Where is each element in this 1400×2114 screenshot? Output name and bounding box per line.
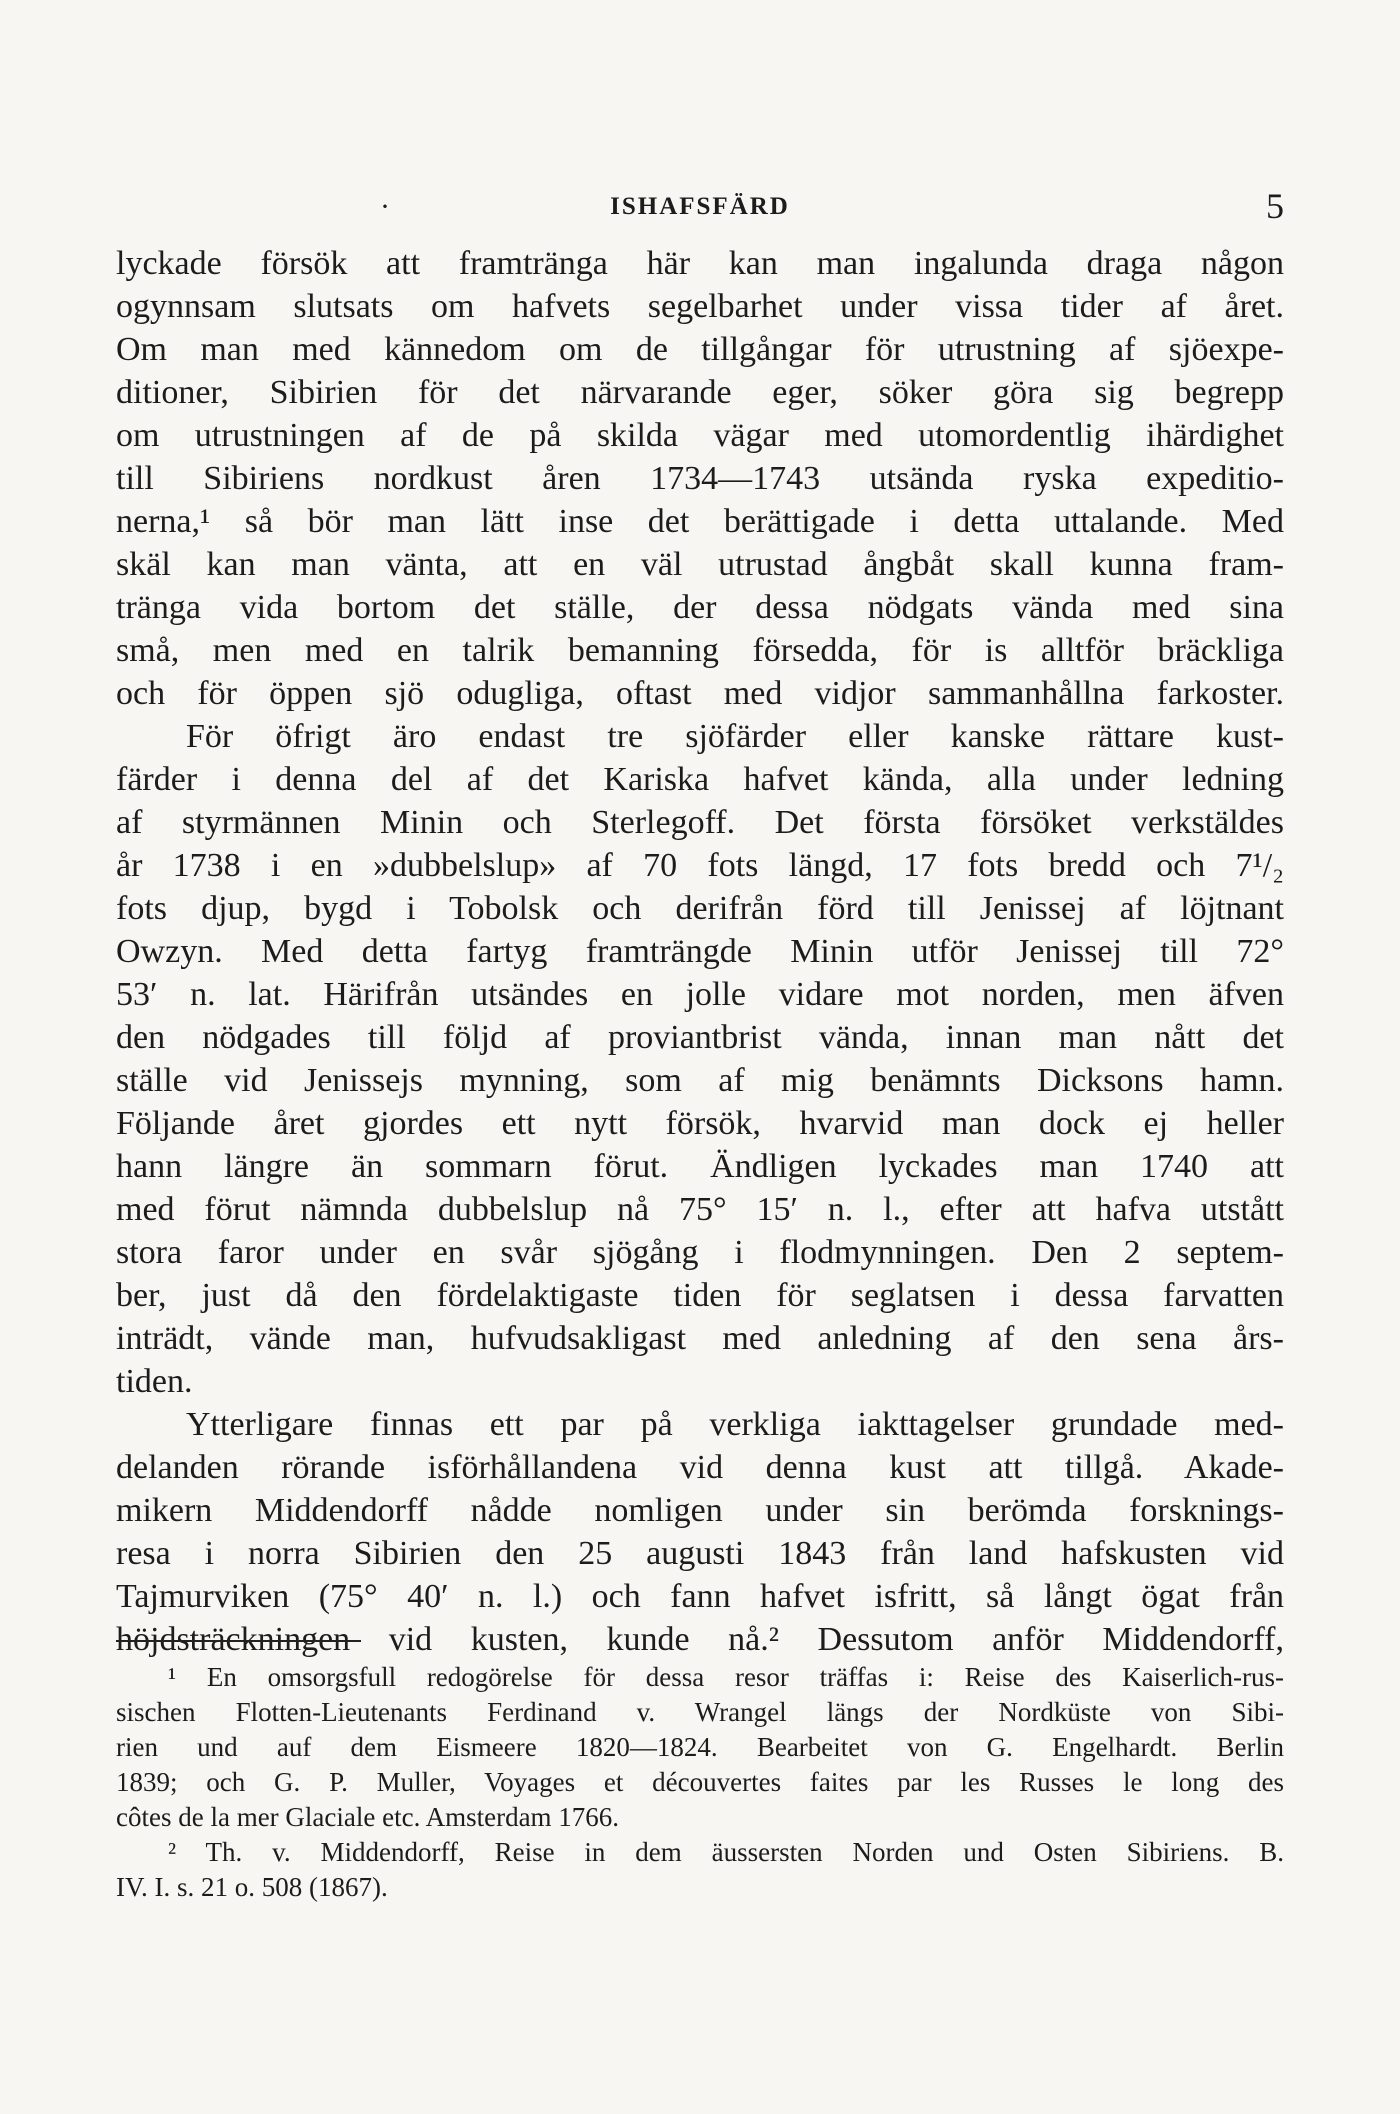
footnote-rule (116, 1640, 361, 1642)
body-text (116, 242, 1284, 1661)
text-line: För öfrigt äro endast tre sjöfärder eller kanske rättare kust- (186, 718, 1284, 755)
footnote-line: rien und auf dem Eismeere 1820—1824. Bearbeitet von G. Engelhardt. Berlin (116, 1732, 1284, 1762)
text-line: tränga vida bortom det ställe, der dessa nödgats vända med sina (116, 589, 1284, 626)
footnotes (116, 1660, 1284, 1905)
text-line: ställe vid Jenissejs mynning, som af mig benämnts Dicksons hamn. (116, 1062, 1284, 1099)
text-line: tiden. (116, 1363, 193, 1400)
footnote-line: IV. I. s. 21 o. 508 (1867). (116, 1872, 388, 1902)
page-number: 5 (1266, 186, 1284, 226)
text-line: ditioner, Sibirien för det närvarande eger, söker göra sig begrepp (116, 374, 1284, 411)
text-line: ogynnsam slutsats om hafvets segelbarhet under vissa tider af året. (116, 288, 1284, 325)
text-line: Om man med kännedom om de tillgångar för utrustning af sjöexpe- (116, 331, 1284, 368)
text-line: skäl kan man vänta, att en väl utrustad ångbåt skall kunna fram- (116, 546, 1284, 583)
text-line: fots djup, bygd i Tobolsk och derifrån förd till Jenissej af löjtnant (116, 890, 1284, 927)
text-line: år 1738 i en »dubbelslup» af 70 fots längd, 17 fots bredd och 7¹/₂ (116, 847, 1284, 884)
footnote-line: ² Th. v. Middendorff, Reise in dem äussersten Norden und Osten Sibiriens. B. (168, 1837, 1284, 1867)
text-line: inträdt, vände man, hufvudsakligast med anledning af den sena års- (116, 1320, 1284, 1357)
text-line: ber, just då den fördelaktigaste tiden för seglatsen i dessa farvatten (116, 1277, 1284, 1314)
text-line: om utrustningen af de på skilda vägar med utomordentlig ihärdighet (116, 417, 1284, 454)
text-line: till Sibiriens nordkust åren 1734—1743 utsända ryska expeditio- (116, 460, 1284, 497)
text-line: nerna,¹ så bör man lätt inse det berättigade i detta uttalande. Med (116, 503, 1284, 540)
text-line: Tajmurviken (75° 40′ n. l.) och fann hafvet isfritt, så långt ögat från (116, 1578, 1284, 1615)
footnote-line: côtes de la mer Glaciale etc. Amsterdam 1766. (116, 1802, 620, 1832)
text-line: små, men med en talrik bemanning försedda, för is alltför bräckliga (116, 632, 1284, 669)
text-line: Ytterligare finnas ett par på verkliga iakttagelser grundade med- (186, 1406, 1284, 1443)
text-line: stora faror under en svår sjögång i flodmynningen. Den 2 septem- (116, 1234, 1284, 1271)
text-line: den nödgades till följd af proviantbrist vända, innan man nått det (116, 1019, 1284, 1056)
text-line: hann längre än sommarn förut. Ändligen lyckades man 1740 att (116, 1148, 1284, 1185)
text-line: lyckade försök att framtränga här kan man ingalunda draga någon (116, 245, 1284, 282)
text-line: och för öppen sjö odugliga, oftast med vidjor sammanhållna farkoster. (116, 675, 1284, 712)
text-line: höjdsträckningen vid kusten, kunde nå.² Dessutom anför Middendorff, (116, 1621, 1284, 1658)
running-title: ISHAFSFÄRD (610, 193, 790, 220)
text-line: delanden rörande isförhållandena vid denna kust att tillgå. Akade- (116, 1449, 1284, 1486)
text-line: mikern Middendorff nådde nomligen under sin berömda forsknings- (116, 1492, 1284, 1529)
text-line: resa i norra Sibirien den 25 augusti 1843 från land hafskusten vid (116, 1535, 1284, 1572)
page-header (116, 188, 1284, 228)
footnote-line: sischen Flotten-Lieutenants Ferdinand v. Wrangel längs der Nordküste von Sibi- (116, 1697, 1284, 1727)
footnote-line: ¹ En omsorgsfull redogörelse för dessa resor träffas i: Reise des Kaiserlich-rus- (168, 1662, 1284, 1692)
text-line: af styrmännen Minin och Sterlegoff. Det första försöket verkstäldes (116, 804, 1284, 841)
text-line: med förut nämnda dubbelslup nå 75° 15′ n. l., efter att hafva utstått (116, 1191, 1284, 1228)
header-dot: · (380, 190, 390, 223)
text-line: färder i denna del af det Kariska hafvet kända, alla under ledning (116, 761, 1284, 798)
text-line: Följande året gjordes ett nytt försök, hvarvid man dock ej heller (116, 1105, 1284, 1142)
footnote-line: 1839; och G. P. Muller, Voyages et découvertes faites par les Russes le long des (116, 1767, 1284, 1797)
text-line: Owzyn. Med detta fartyg framträngde Minin utför Jenissej till 72° (116, 933, 1284, 970)
text-line: 53′ n. lat. Härifrån utsändes en jolle vidare mot norden, men äfven (116, 976, 1284, 1013)
